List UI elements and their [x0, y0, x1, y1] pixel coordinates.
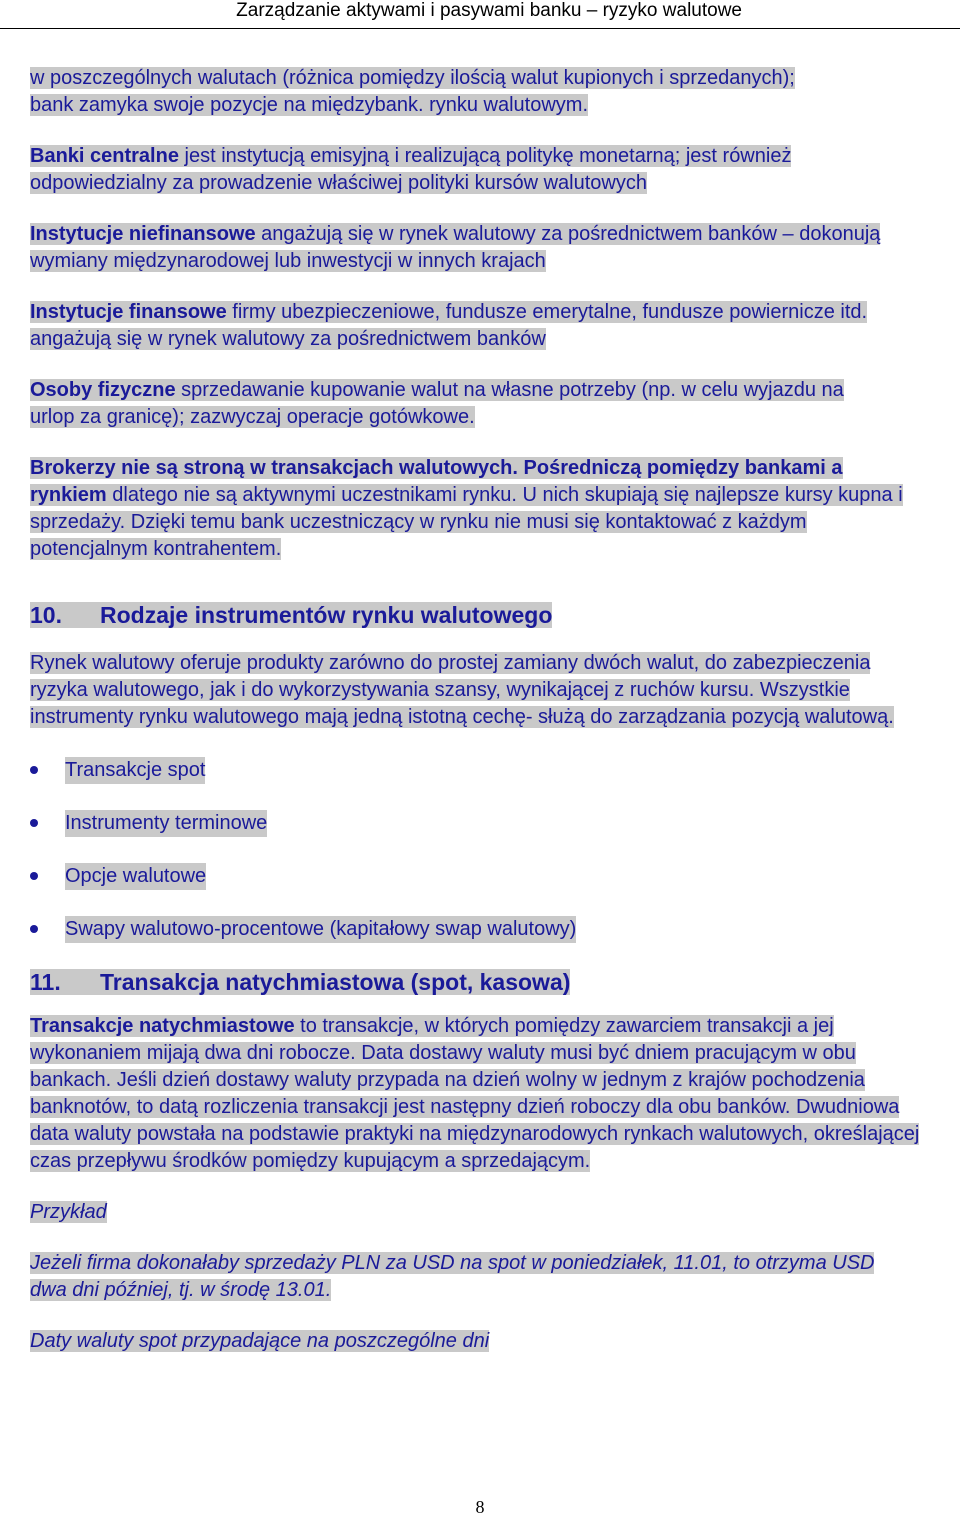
- list-item-label: Opcje walutowe: [65, 863, 206, 890]
- term-individuals: Osoby fizyczne: [30, 379, 176, 401]
- bullet-icon: [30, 925, 38, 933]
- bullet-icon: [30, 872, 38, 880]
- page-number: 8: [475, 1497, 485, 1517]
- example-label: Przykład: [30, 1201, 107, 1223]
- section-title: Rodzaje instrumentów rynku walutowego: [100, 602, 553, 628]
- paragraph-financial: [30, 299, 870, 353]
- paragraph-individuals: [30, 377, 880, 431]
- list-item: [30, 810, 930, 863]
- term-central-banks: Banki centralne: [30, 145, 179, 167]
- list-item-label: Transakcje spot: [65, 757, 205, 784]
- list-item: [30, 757, 930, 810]
- paragraph-text: Rynek walutowy oferuje produkty zarówno do prostej zamiany dwóch walut, do zabezpieczenia ryzyka walutowego, jak i do wykorzystywania szansy, wynikającej z ruchów kursu. Wszystkie instrumenty rynku walutowego mają jedną istotną cechę- służą do zarządzania pozycją walutową.: [30, 652, 894, 728]
- term-financial: Instytucje finansowe: [30, 301, 227, 323]
- section-number: 10.: [30, 602, 62, 628]
- page-header: [0, 0, 960, 29]
- paragraph-non-financial: [30, 221, 920, 275]
- paragraph-text: to transakcje, w których pomiędzy zawarciem transakcji a jej wykonaniem mijają dwa dni robocze. Data dostawy waluty musi być dniem pracującym w obu bankach. Jeśli dzień dostawy waluty przypada na dzień wolny w jednym z krajów pochodzenia banknotów, to datą rozliczenia transakcji jest następny dzień roboczy dla obu banków. Dwudniowa data waluty powstała na podstawie praktyki na międzynarodowych rynkach walutowych, określającej czas przepływu środków pomiędzy kupującym a sprzedającym.: [30, 1015, 920, 1172]
- paragraph-central-banks: [30, 143, 870, 197]
- list-item: [30, 916, 930, 969]
- instrument-list: [30, 757, 930, 969]
- section-heading-10: [30, 600, 930, 630]
- document-body: [30, 65, 930, 1355]
- paragraph-forex-position: [30, 65, 800, 119]
- paragraph-spot-definition: [30, 1013, 920, 1175]
- paragraph-text: firmy ubezpieczeniowe, fundusze emerytalne, fundusze powiernicze itd. angażują się w rynek walutowy za pośrednictwem banków: [30, 301, 868, 350]
- term-non-financial: Instytucje niefinansowe: [30, 223, 256, 245]
- paragraph-instruments: [30, 650, 910, 731]
- bullet-icon: [30, 819, 38, 827]
- paragraph-text: jest instytucją emisyjną i realizującą politykę monetarną; jest również odpowiedzialny za prowadzenie właściwej polityki kursów walutowych: [30, 145, 792, 194]
- section-heading-11: [30, 967, 930, 997]
- bullet-icon: [30, 766, 38, 774]
- paragraph-text: w poszczególnych walutach (różnica pomiędzy ilością walut kupionych i sprzedanych); bank zamyka swoje pozycje na międzybank. rynku walutowym.: [30, 67, 795, 116]
- paragraph-text: dlatego nie są aktywnymi uczestnikami rynku. U nich skupiają się najlepsze kursy kupna i sprzedaży. Dzięki temu bank uczestniczący w rynku nie musi się kontaktować z każdym potencjalnym kontrahentem.: [30, 484, 903, 560]
- example-text: Jeżeli firma dokonałaby sprzedaży PLN za USD na spot w poniedziałek, 11.01, to otrzyma USD dwa dni później, tj. w środę 13.01.: [30, 1252, 875, 1301]
- list-item-label: Instrumenty terminowe: [65, 810, 267, 837]
- list-item-label: Swapy walutowo-procentowe (kapitałowy swap walutowy): [65, 916, 576, 943]
- section-number: 11.: [30, 969, 61, 995]
- paragraph-text: angażują się w rynek walutowy za pośrednictwem banków – dokonują wymiany międzynarodowej lub inwestycji w innych krajach: [30, 223, 881, 272]
- header-title: Zarządzanie aktywami i pasywami banku – ryzyko walutowe: [236, 0, 742, 21]
- term-spot-transactions: Transakcje natychmiastowe: [30, 1015, 295, 1037]
- list-item: [30, 863, 930, 916]
- section-title: Transakcja natychmiastowa (spot, kasowa): [100, 969, 571, 995]
- spot-dates-label: Daty waluty spot przypadające na poszczególne dni: [30, 1330, 490, 1352]
- paragraph-text: sprzedawanie kupowanie walut na własne potrzeby (np. w celu wyjazdu na urlop za granicę); zazwyczaj operacje gotówkowe.: [30, 379, 844, 428]
- term-brokers: Brokerzy nie są stroną w transakcjach walutowych. Pośredniczą pomiędzy bankami a rynkiem: [30, 457, 843, 506]
- paragraph-brokers: [30, 455, 910, 563]
